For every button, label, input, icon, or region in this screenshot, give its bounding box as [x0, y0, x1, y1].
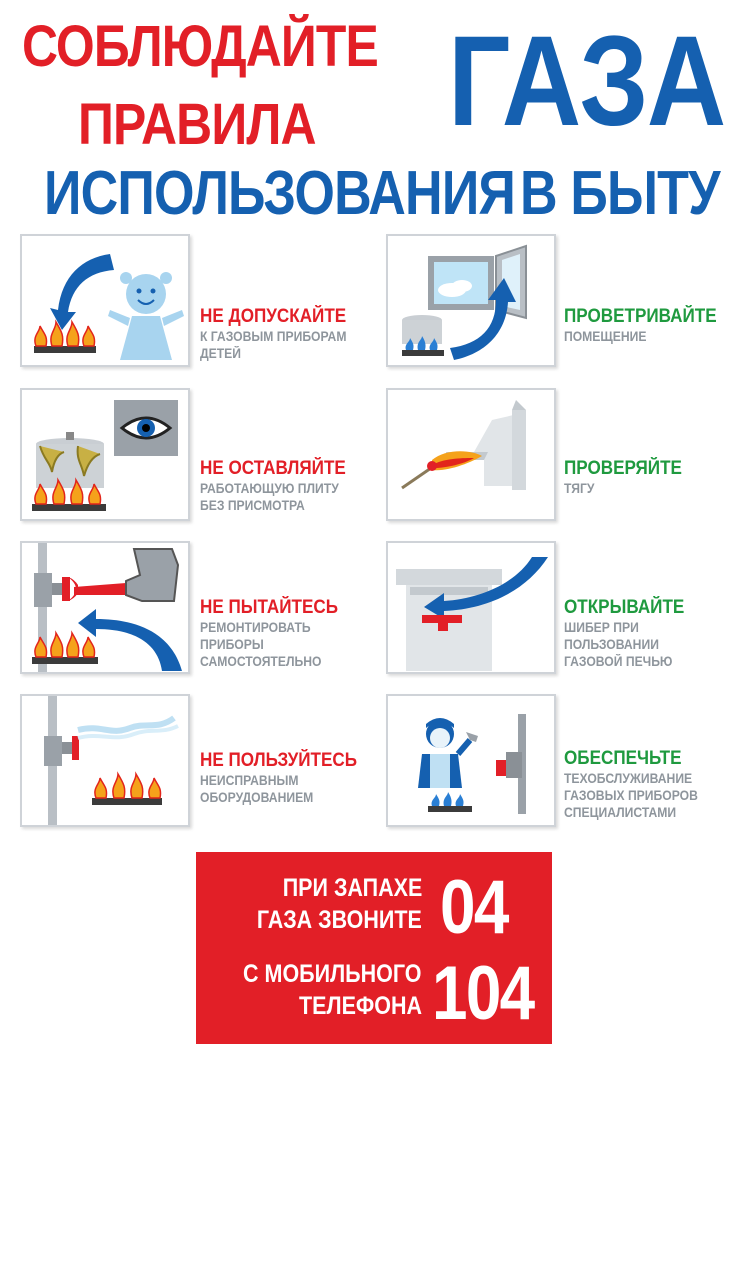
rule-desc: ДЕТЕЙ [200, 346, 242, 361]
rule-title: ПРОВЕТРИВАЙТЕ [564, 306, 717, 327]
emergency-number-04: 04 [440, 865, 508, 950]
rule-desc: БЕЗ ПРИСМОТРА [200, 498, 305, 513]
rule-title: ПРОВЕРЯЙТЕ [564, 458, 682, 479]
faulty-equipment-illustration [20, 694, 190, 827]
technician-icon [388, 696, 554, 825]
emergency-number-104: 104 [432, 951, 534, 1036]
rule-title: НЕ ПОЛЬЗУЙТЕСЬ [200, 750, 358, 771]
header-line-1: СОБЛЮДАЙТЕ [22, 14, 378, 79]
repair-illustration [20, 541, 190, 674]
rule-right-1 [564, 306, 734, 345]
rule-right-4 [564, 748, 713, 821]
rule-desc: ТЯГУ [564, 481, 595, 496]
children-illustration [20, 234, 190, 367]
rule-desc: САМОСТОЯТЕЛЬНО [200, 654, 322, 669]
children-stove-icon [22, 236, 188, 365]
call-line-1b: ГАЗА ЗВОНИТЕ [257, 906, 422, 934]
rule-desc: РАБОТАЮЩУЮ ПЛИТУ [200, 481, 339, 496]
repair-wrench-icon [22, 543, 188, 672]
draft-check-illustration [386, 388, 556, 521]
rule-left-3 [200, 597, 353, 670]
rule-desc: ТЕХОБСЛУЖИВАНИЕ [564, 771, 693, 786]
rule-desc: ШИБЕР ПРИ [564, 620, 639, 635]
rule-desc: СПЕЦИАЛИСТАМИ [564, 805, 677, 820]
rule-desc: ПРИБОРЫ [200, 637, 264, 652]
rule-title: НЕ ДОПУСКАЙТЕ [200, 306, 347, 327]
rule-desc: К ГАЗОВЫМ ПРИБОРАМ [200, 329, 347, 344]
rule-left-1 [200, 306, 363, 362]
rule-desc: ОБОРУДОВАНИЕМ [200, 790, 314, 805]
call-line-2b: ТЕЛЕФОНА [298, 992, 422, 1020]
rule-desc: ГАЗОВЫХ ПРИБОРОВ [564, 788, 698, 803]
rule-title: ОТКРЫВАЙТЕ [564, 597, 685, 618]
rule-title: НЕ ПЫТАЙТЕСЬ [200, 597, 339, 618]
damper-illustration [386, 541, 556, 674]
rule-right-2 [564, 458, 695, 497]
unattended-pot-icon [22, 390, 188, 519]
unattended-illustration [20, 388, 190, 521]
gas-leak-icon [22, 696, 188, 825]
header-line-2: ПРАВИЛА [78, 92, 316, 157]
rule-desc: РЕМОНТИРОВАТЬ [200, 620, 311, 635]
rule-desc: НЕИСПРАВНЫМ [200, 773, 299, 788]
ventilate-illustration [386, 234, 556, 367]
maintenance-illustration [386, 694, 556, 827]
chimney-draft-icon [388, 390, 554, 519]
header-line-4: В БЫТУ [520, 159, 720, 228]
header-big-word: ГАЗА [448, 10, 725, 153]
rule-desc: ПОМЕЩЕНИЕ [564, 329, 647, 344]
rule-left-2 [200, 458, 362, 514]
header-line-3: ИСПОЛЬЗОВАНИЯ [44, 159, 516, 228]
rule-title: ОБЕСПЕЧЬТЕ [564, 748, 682, 769]
open-window-icon [388, 236, 554, 365]
rule-desc: ПОЛЬЗОВАНИИ [564, 637, 659, 652]
rule-desc: ГАЗОВОЙ ПЕЧЬЮ [564, 654, 673, 669]
call-line-2a: С МОБИЛЬНОГО [243, 960, 422, 988]
rule-title: НЕ ОСТАВЛЯЙТЕ [200, 458, 346, 479]
stove-damper-icon [388, 543, 554, 672]
emergency-call-box [196, 852, 552, 1044]
rule-left-4 [200, 750, 374, 806]
call-line-1a: ПРИ ЗАПАХЕ [282, 874, 422, 902]
rule-right-3 [564, 597, 698, 670]
